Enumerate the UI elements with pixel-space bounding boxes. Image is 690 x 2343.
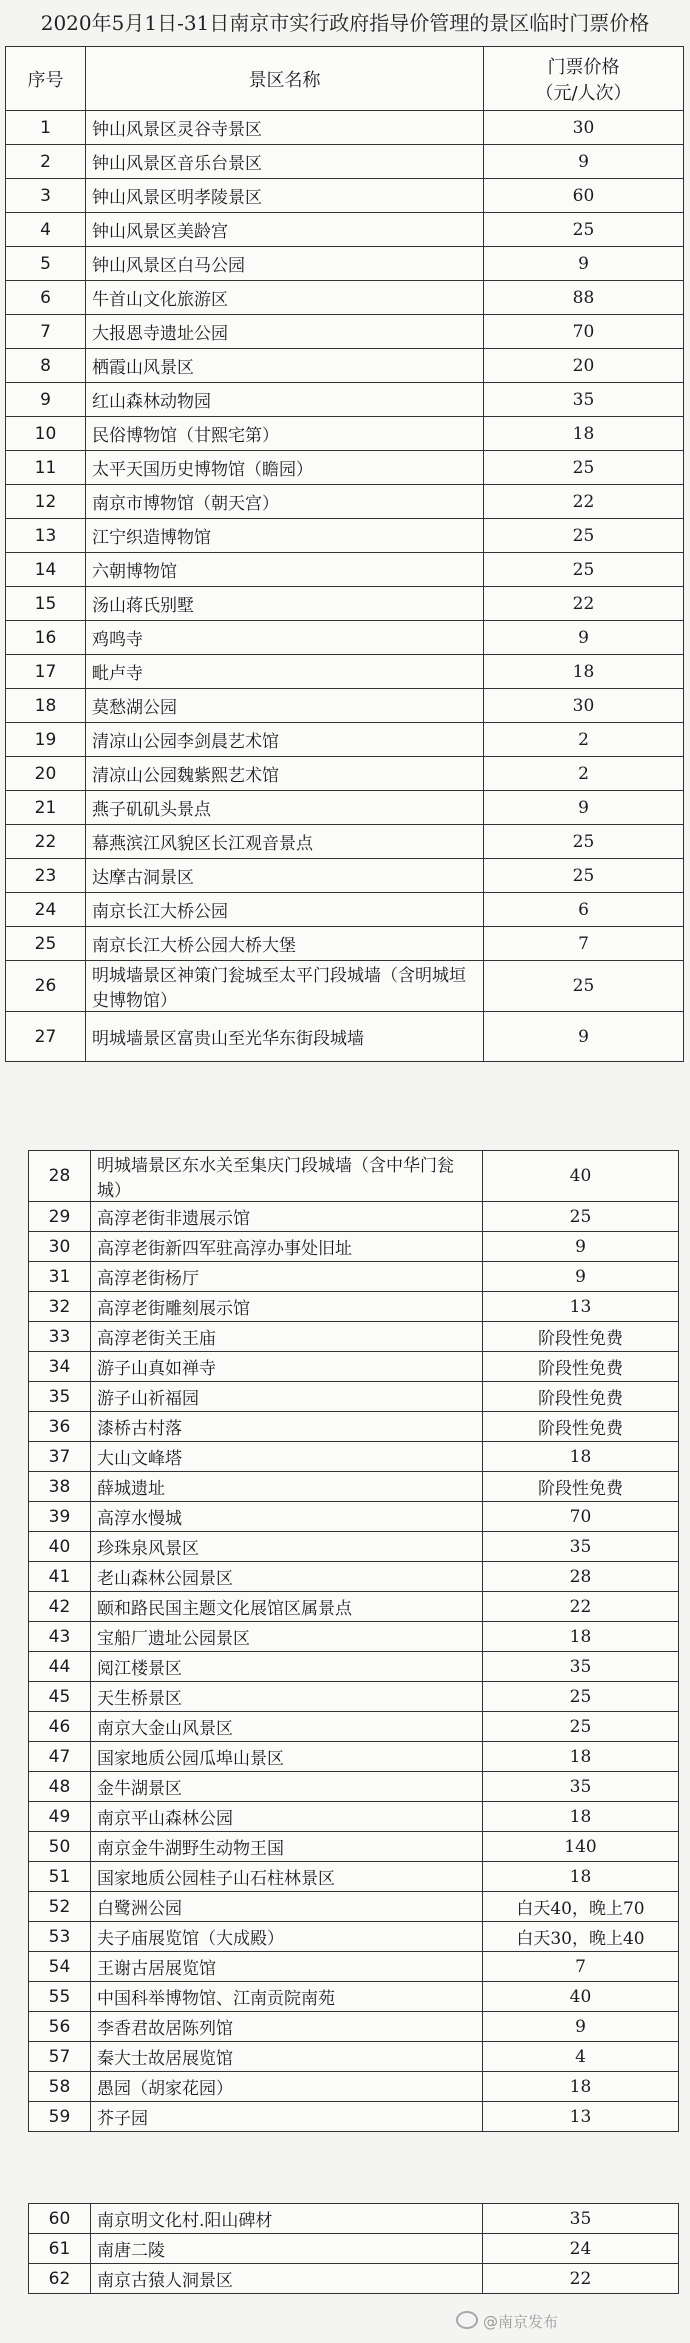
ticket-price: 阶段性免费: [483, 1322, 679, 1352]
table-row: [6, 757, 684, 791]
ticket-price: 18: [484, 655, 684, 689]
scenic-spot-name: 幕燕滨江风貌区长江观音景点: [86, 825, 484, 859]
ticket-price: 22: [484, 587, 684, 621]
row-number: 37: [29, 1442, 91, 1472]
table-header-row: [6, 47, 684, 111]
row-number: 45: [29, 1682, 91, 1712]
row-number: 5: [6, 247, 86, 281]
ticket-price: 9: [484, 791, 684, 825]
table-row: [29, 1622, 679, 1652]
table-row: [29, 2012, 679, 2042]
table-row: [29, 1322, 679, 1352]
table-row: [29, 1502, 679, 1532]
scenic-spot-name: 李香君故居陈列馆: [91, 2012, 483, 2042]
table-row: [29, 1292, 679, 1322]
row-number: 58: [29, 2072, 91, 2102]
table-row: [6, 689, 684, 723]
scenic-spot-name: 民俗博物馆（甘熙宅第）: [86, 417, 484, 451]
scenic-spot-name: 国家地质公园瓜埠山景区: [91, 1742, 483, 1772]
ticket-price: 25: [484, 859, 684, 893]
row-number: 36: [29, 1412, 91, 1442]
scenic-spot-name: 栖霞山风景区: [86, 349, 484, 383]
ticket-price: 30: [484, 689, 684, 723]
ticket-price: 阶段性免费: [483, 1412, 679, 1442]
table-row: [6, 961, 684, 1012]
table-row: [6, 281, 684, 315]
ticket-price: 9: [483, 1232, 679, 1262]
ticket-price: 18: [484, 417, 684, 451]
row-number: 27: [6, 1012, 86, 1062]
row-number: 41: [29, 1562, 91, 1592]
row-number: 62: [29, 2264, 91, 2294]
row-number: 43: [29, 1622, 91, 1652]
scenic-spot-name: 大山文峰塔: [91, 1442, 483, 1472]
table-row: [6, 451, 684, 485]
ticket-price: 25: [483, 1202, 679, 1232]
header-no: 序号: [6, 47, 86, 111]
header-price: [484, 47, 684, 111]
row-number: 54: [29, 1952, 91, 1982]
ticket-price: 35: [483, 1652, 679, 1682]
ticket-price: 70: [484, 315, 684, 349]
table-row: [29, 1442, 679, 1472]
ticket-price: 9: [484, 145, 684, 179]
ticket-price: 阶段性免费: [483, 1352, 679, 1382]
row-number: 47: [29, 1742, 91, 1772]
scenic-spot-name: 高淳老街杨厅: [91, 1262, 483, 1292]
scenic-spot-name: 南京金牛湖野生动物王国: [91, 1832, 483, 1862]
ticket-price: 60: [484, 179, 684, 213]
table-row: [29, 1382, 679, 1412]
ticket-price: 28: [483, 1562, 679, 1592]
table-row: [29, 2042, 679, 2072]
row-number: 48: [29, 1772, 91, 1802]
header-price-line2: （元/人次）: [535, 82, 632, 104]
row-number: 1: [6, 111, 86, 145]
scenic-spot-name: 薛城遗址: [91, 1472, 483, 1502]
table-row: [29, 1892, 679, 1922]
scenic-spot-name: 芥子园: [91, 2102, 483, 2132]
row-number: 15: [6, 587, 86, 621]
table-row: [29, 1592, 679, 1622]
table-row: [29, 1202, 679, 1232]
ticket-price: 9: [484, 1012, 684, 1062]
row-number: 32: [29, 1292, 91, 1322]
ticket-price: 7: [483, 1952, 679, 1982]
ticket-price: 白天40，晚上70: [483, 1892, 679, 1922]
row-number: 40: [29, 1532, 91, 1562]
scenic-spot-name: 汤山蒋氏别墅: [86, 587, 484, 621]
scenic-spot-name: 秦大士故居展览馆: [91, 2042, 483, 2072]
table-row: [29, 1532, 679, 1562]
row-number: 50: [29, 1832, 91, 1862]
row-number: 28: [29, 1151, 91, 1202]
row-number: 57: [29, 2042, 91, 2072]
ticket-price: 40: [483, 1151, 679, 1202]
table-row: [29, 1262, 679, 1292]
ticket-price: 2: [484, 723, 684, 757]
table-row: [6, 655, 684, 689]
table-row: [29, 1922, 679, 1952]
ticket-price: 35: [484, 383, 684, 417]
row-number: 29: [29, 1202, 91, 1232]
scenic-spot-name: 明城墙景区富贵山至光华东街段城墙: [86, 1012, 484, 1062]
scenic-spot-name: 明城墙景区东水关至集庆门段城墙（含中华门瓮城）: [91, 1151, 483, 1202]
table-body-part1: [6, 111, 684, 1062]
ticket-price: 25: [484, 451, 684, 485]
scenic-spot-name: 高淳老街关王庙: [91, 1322, 483, 1352]
ticket-price: 24: [483, 2234, 679, 2264]
ticket-price-table-part1: [5, 46, 684, 1062]
ticket-price: 4: [483, 2042, 679, 2072]
table-row: [6, 553, 684, 587]
table-row: [29, 1982, 679, 2012]
ticket-price: 140: [483, 1832, 679, 1862]
ticket-price: 22: [483, 1592, 679, 1622]
ticket-price: 18: [483, 1862, 679, 1892]
scenic-spot-name: 高淳水慢城: [91, 1502, 483, 1532]
row-number: 26: [6, 961, 86, 1012]
table-row: [29, 1832, 679, 1862]
ticket-price: 25: [483, 1682, 679, 1712]
row-number: 9: [6, 383, 86, 417]
watermark-text: @南京发布: [483, 2313, 559, 2331]
scenic-spot-name: 六朝博物馆: [86, 553, 484, 587]
scenic-spot-name: 中国科举博物馆、江南贡院南苑: [91, 1982, 483, 2012]
row-number: 38: [29, 1472, 91, 1502]
scenic-spot-name: 颐和路民国主题文化展馆区属景点: [91, 1592, 483, 1622]
ticket-price: 88: [484, 281, 684, 315]
row-number: 8: [6, 349, 86, 383]
row-number: 10: [6, 417, 86, 451]
scenic-spot-name: 老山森林公园景区: [91, 1562, 483, 1592]
scenic-spot-name: 南京长江大桥公园大桥大堡: [86, 927, 484, 961]
ticket-price-table-part3: [28, 2203, 679, 2294]
row-number: 52: [29, 1892, 91, 1922]
table-row: [29, 2234, 679, 2264]
watermark: [456, 2311, 558, 2332]
row-number: 46: [29, 1712, 91, 1742]
ticket-price: 18: [483, 1622, 679, 1652]
scenic-spot-name: 莫愁湖公园: [86, 689, 484, 723]
scenic-spot-name: 达摩古洞景区: [86, 859, 484, 893]
ticket-price: 18: [483, 1442, 679, 1472]
weibo-logo-icon: [456, 2311, 478, 2329]
scenic-spot-name: 燕子矶矶头景点: [86, 791, 484, 825]
row-number: 44: [29, 1652, 91, 1682]
table-row: [6, 179, 684, 213]
scenic-spot-name: 高淳老街非遗展示馆: [91, 1202, 483, 1232]
table-row: [29, 1652, 679, 1682]
table-row: [29, 1352, 679, 1382]
ticket-price: 18: [483, 2072, 679, 2102]
row-number: 42: [29, 1592, 91, 1622]
ticket-price: 9: [484, 621, 684, 655]
scenic-spot-name: 夫子庙展览馆（大成殿）: [91, 1922, 483, 1952]
table-row: [29, 1412, 679, 1442]
table-row: [6, 859, 684, 893]
ticket-price: 25: [484, 213, 684, 247]
ticket-price: 25: [484, 553, 684, 587]
row-number: 61: [29, 2234, 91, 2264]
ticket-price: 25: [483, 1712, 679, 1742]
scenic-spot-name: 王谢古居展览馆: [91, 1952, 483, 1982]
table-row: [29, 1232, 679, 1262]
table-row: [6, 247, 684, 281]
scenic-spot-name: 漆桥古村落: [91, 1412, 483, 1442]
row-number: 56: [29, 2012, 91, 2042]
table-row: [6, 621, 684, 655]
ticket-price: 2: [484, 757, 684, 791]
row-number: 14: [6, 553, 86, 587]
scenic-spot-name: 愚园（胡家花园）: [91, 2072, 483, 2102]
table-row: [29, 2264, 679, 2294]
row-number: 35: [29, 1382, 91, 1412]
ticket-price: 20: [484, 349, 684, 383]
ticket-price: 9: [483, 2012, 679, 2042]
row-number: 59: [29, 2102, 91, 2132]
scenic-spot-name: 鸡鸣寺: [86, 621, 484, 655]
scenic-spot-name: 清凉山公园李剑晨艺术馆: [86, 723, 484, 757]
ticket-price: 22: [483, 2264, 679, 2294]
scenic-spot-name: 钟山风景区音乐台景区: [86, 145, 484, 179]
scenic-spot-name: 游子山真如禅寺: [91, 1352, 483, 1382]
ticket-price: 阶段性免费: [483, 1382, 679, 1412]
table-row: [29, 1712, 679, 1742]
scenic-spot-name: 南唐二陵: [91, 2234, 483, 2264]
ticket-price: 18: [483, 1742, 679, 1772]
ticket-price: 35: [483, 1532, 679, 1562]
scenic-spot-name: 钟山风景区美龄宫: [86, 213, 484, 247]
scenic-spot-name: 南京平山森林公园: [91, 1802, 483, 1832]
scenic-spot-name: 高淳老街新四军驻高淳办事处旧址: [91, 1232, 483, 1262]
row-number: 13: [6, 519, 86, 553]
ticket-price: 25: [484, 825, 684, 859]
scenic-spot-name: 白鹭洲公园: [91, 1892, 483, 1922]
table-body-part2: [29, 1151, 679, 2132]
row-number: 24: [6, 893, 86, 927]
scenic-spot-name: 宝船厂遗址公园景区: [91, 1622, 483, 1652]
table-row: [6, 519, 684, 553]
table-row: [6, 145, 684, 179]
table-row: [6, 213, 684, 247]
ticket-price: 70: [483, 1502, 679, 1532]
row-number: 22: [6, 825, 86, 859]
scenic-spot-name: 游子山祈福园: [91, 1382, 483, 1412]
row-number: 21: [6, 791, 86, 825]
ticket-price: 白天30，晚上40: [483, 1922, 679, 1952]
ticket-price: 18: [483, 1802, 679, 1832]
ticket-price: 7: [484, 927, 684, 961]
table-body-part3: [29, 2204, 679, 2294]
table-row: [6, 111, 684, 145]
row-number: 34: [29, 1352, 91, 1382]
ticket-price: 13: [483, 2102, 679, 2132]
ticket-price: 40: [483, 1982, 679, 2012]
table-row: [6, 1012, 684, 1062]
scenic-spot-name: 毗卢寺: [86, 655, 484, 689]
ticket-price: 6: [484, 893, 684, 927]
table-row: [6, 315, 684, 349]
row-number: 2: [6, 145, 86, 179]
table-row: [6, 349, 684, 383]
row-number: 49: [29, 1802, 91, 1832]
table-row: [6, 723, 684, 757]
row-number: 7: [6, 315, 86, 349]
table-row: [29, 1682, 679, 1712]
table-row: [6, 383, 684, 417]
table-row: [6, 791, 684, 825]
scenic-spot-name: 天生桥景区: [91, 1682, 483, 1712]
scenic-spot-name: 金牛湖景区: [91, 1772, 483, 1802]
scenic-spot-name: 南京古猿人洞景区: [91, 2264, 483, 2294]
row-number: 3: [6, 179, 86, 213]
ticket-price: 13: [483, 1292, 679, 1322]
ticket-price: 25: [484, 961, 684, 1012]
scenic-spot-name: 国家地质公园桂子山石柱林景区: [91, 1862, 483, 1892]
ticket-price: 阶段性免费: [483, 1472, 679, 1502]
scenic-spot-name: 高淳老街雕刻展示馆: [91, 1292, 483, 1322]
table-row: [6, 825, 684, 859]
table-row: [6, 927, 684, 961]
table-row: [29, 1472, 679, 1502]
scenic-spot-name: 太平天国历史博物馆（瞻园）: [86, 451, 484, 485]
table-row: [29, 1742, 679, 1772]
row-number: 19: [6, 723, 86, 757]
ticket-price: 9: [484, 247, 684, 281]
row-number: 16: [6, 621, 86, 655]
row-number: 12: [6, 485, 86, 519]
table-row: [29, 1772, 679, 1802]
scenic-spot-name: 南京大金山风景区: [91, 1712, 483, 1742]
table-row: [6, 893, 684, 927]
row-number: 60: [29, 2204, 91, 2234]
scenic-spot-name: 阅江楼景区: [91, 1652, 483, 1682]
ticket-price: 25: [484, 519, 684, 553]
row-number: 39: [29, 1502, 91, 1532]
row-number: 11: [6, 451, 86, 485]
row-number: 20: [6, 757, 86, 791]
scenic-spot-name: 红山森林动物园: [86, 383, 484, 417]
row-number: 25: [6, 927, 86, 961]
table-row: [29, 1562, 679, 1592]
table-row: [29, 1802, 679, 1832]
scenic-spot-name: 南京明文化村.阳山碑材: [91, 2204, 483, 2234]
row-number: 4: [6, 213, 86, 247]
table-row: [29, 1952, 679, 1982]
row-number: 31: [29, 1262, 91, 1292]
table-row: [6, 485, 684, 519]
row-number: 30: [29, 1232, 91, 1262]
ticket-price: 22: [484, 485, 684, 519]
header-name: 景区名称: [86, 47, 484, 111]
scenic-spot-name: 钟山风景区灵谷寺景区: [86, 111, 484, 145]
ticket-price: 9: [483, 1262, 679, 1292]
scenic-spot-name: 钟山风景区明孝陵景区: [86, 179, 484, 213]
table-row: [6, 587, 684, 621]
scenic-spot-name: 清凉山公园魏紫熙艺术馆: [86, 757, 484, 791]
header-price-line1: 门票价格: [547, 56, 620, 78]
table-row: [29, 1862, 679, 1892]
ticket-price: 35: [483, 2204, 679, 2234]
table-row: [29, 2204, 679, 2234]
row-number: 55: [29, 1982, 91, 2012]
table-row: [29, 2102, 679, 2132]
table-row: [29, 1151, 679, 1202]
scenic-spot-name: 江宁织造博物馆: [86, 519, 484, 553]
row-number: 23: [6, 859, 86, 893]
scenic-spot-name: 南京市博物馆（朝天宫）: [86, 485, 484, 519]
row-number: 17: [6, 655, 86, 689]
row-number: 51: [29, 1862, 91, 1892]
scenic-spot-name: 珍珠泉风景区: [91, 1532, 483, 1562]
page-title: 2020年5月1日-31日南京市实行政府指导价管理的景区临时门票价格: [40, 11, 650, 35]
scenic-spot-name: 明城墙景区神策门瓮城至太平门段城墙（含明城垣史博物馆）: [86, 961, 484, 1012]
scenic-spot-name: 南京长江大桥公园: [86, 893, 484, 927]
row-number: 53: [29, 1922, 91, 1952]
scenic-spot-name: 钟山风景区白马公园: [86, 247, 484, 281]
scenic-spot-name: 大报恩寺遗址公园: [86, 315, 484, 349]
table-row: [6, 417, 684, 451]
ticket-price: 35: [483, 1772, 679, 1802]
ticket-price-table-part2: [28, 1150, 679, 2132]
table-row: [29, 2072, 679, 2102]
row-number: 6: [6, 281, 86, 315]
ticket-price: 30: [484, 111, 684, 145]
row-number: 18: [6, 689, 86, 723]
row-number: 33: [29, 1322, 91, 1352]
scenic-spot-name: 牛首山文化旅游区: [86, 281, 484, 315]
